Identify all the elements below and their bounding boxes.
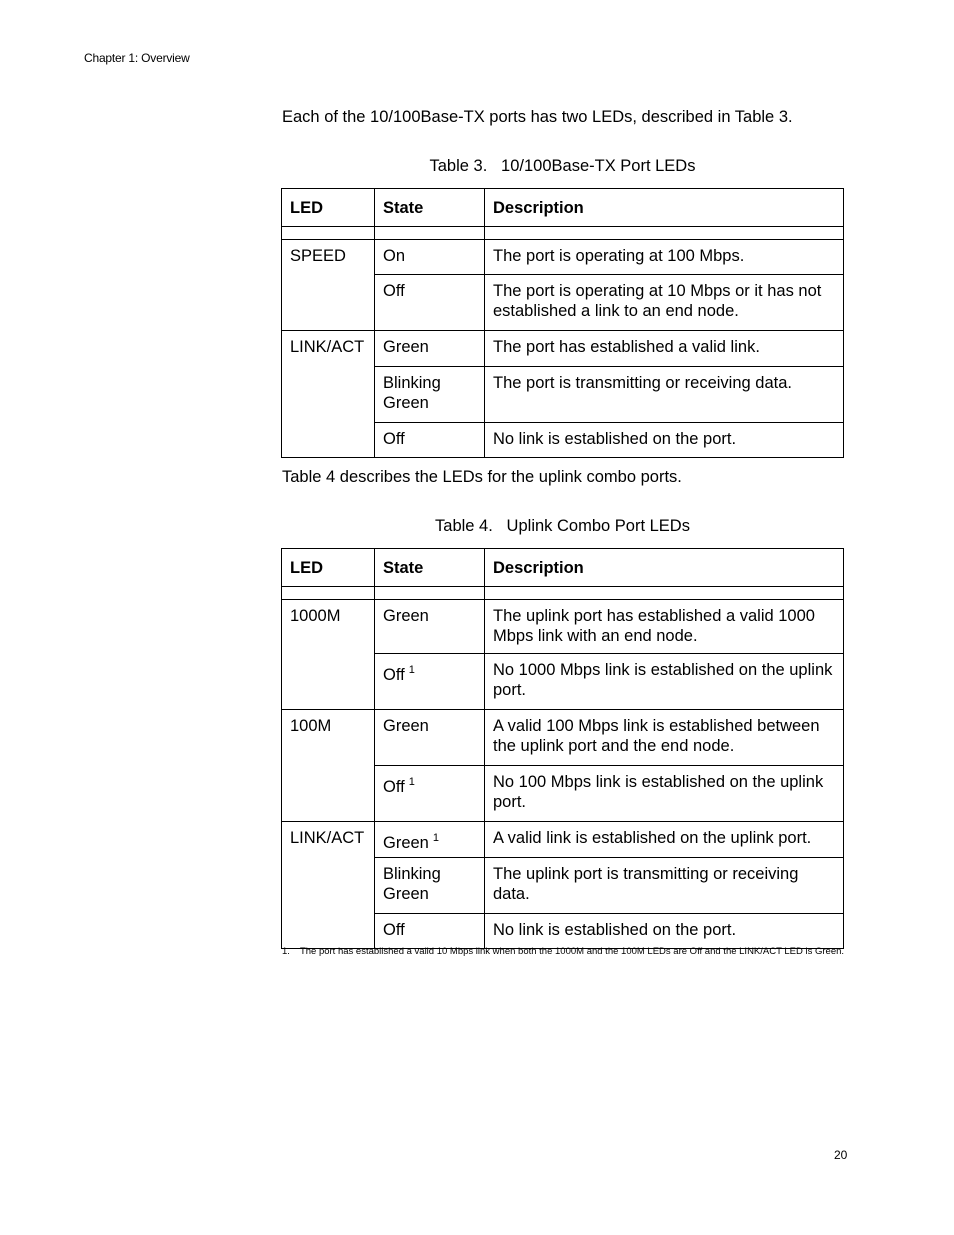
table-row [282, 600, 844, 654]
description-cell: No 100 Mbps link is established on the uplink port. [485, 766, 844, 822]
table-row [282, 710, 844, 766]
state-cell [375, 822, 485, 858]
state-text: Green [383, 607, 429, 625]
state-cell: Green [375, 331, 485, 367]
state-cell: Off [375, 275, 485, 331]
state-cell [375, 766, 485, 822]
table3-header-state: State [375, 189, 485, 227]
state-text: Off [383, 921, 405, 939]
table-footnote [282, 946, 844, 957]
table3 [281, 188, 844, 458]
footnote-marker: 1 [408, 776, 415, 788]
description-cell: The port is operating at 10 Mbps or it has not established a link to an end node. [485, 275, 844, 331]
led-name-cell: LINK/ACT [282, 822, 375, 949]
state-cell [375, 600, 485, 654]
table4 [281, 548, 844, 949]
footnote-text: The port has established a valid 10 Mbps link when both the 1000M and the 100M LEDs are Off and the LINK/ACT LED is Green. [299, 946, 845, 957]
table4-header-row [282, 549, 844, 587]
state-text: Off [383, 778, 405, 796]
state-text: Green [383, 717, 429, 735]
description-cell: The uplink port has established a valid 1000 Mbps link with an end node. [485, 600, 844, 654]
description-cell: No link is established on the port. [485, 423, 844, 458]
description-cell: No link is established on the port. [485, 914, 844, 949]
running-head: Chapter 1: Overview [84, 51, 190, 65]
state-text: Green [383, 834, 429, 852]
led-name-cell: LINK/ACT [282, 331, 375, 458]
footnote-number: 1. [282, 946, 290, 957]
footnote-marker: 1 [432, 832, 439, 844]
table-row [282, 331, 844, 367]
table3-header-row [282, 189, 844, 227]
led-name-cell: 100M [282, 710, 375, 822]
table4-caption: Table 4. Uplink Combo Port LEDs [435, 517, 690, 535]
table4-header-led: LED [282, 549, 375, 587]
table3-header-description: Description [485, 189, 844, 227]
state-cell [375, 914, 485, 949]
description-cell: The port is operating at 100 Mbps. [485, 240, 844, 275]
state-cell [375, 654, 485, 710]
state-cell: On [375, 240, 485, 275]
state-cell [375, 710, 485, 766]
description-cell: The port has established a valid link. [485, 331, 844, 367]
description-cell: A valid link is established on the uplink port. [485, 822, 844, 858]
table-row [282, 822, 844, 858]
table-row [282, 240, 844, 275]
description-cell: The port is transmitting or receiving data. [485, 367, 844, 423]
state-cell [375, 858, 485, 914]
description-cell: A valid 100 Mbps link is established between the uplink port and the end node. [485, 710, 844, 766]
state-cell: Blinking Green [375, 367, 485, 423]
description-cell: The uplink port is transmitting or receiving data. [485, 858, 844, 914]
description-cell: No 1000 Mbps link is established on the uplink port. [485, 654, 844, 710]
state-text: Off [383, 666, 405, 684]
table3-header-led: LED [282, 189, 375, 227]
intro-paragraph-table4: Table 4 describes the LEDs for the uplink combo ports. [282, 468, 682, 486]
intro-paragraph-table3: Each of the 10/100Base-TX ports has two LEDs, described in Table 3. [282, 108, 793, 126]
table3-caption: Table 3. 10/100Base-TX Port LEDs [429, 157, 696, 175]
table4-header-state: State [375, 549, 485, 587]
state-text: Blinking Green [383, 865, 441, 903]
table4-header-description: Description [485, 549, 844, 587]
led-name-cell: 1000M [282, 600, 375, 710]
page-number: 20 [834, 1148, 848, 1162]
state-cell: Off [375, 423, 485, 458]
footnote-marker: 1 [408, 664, 415, 676]
led-name-cell: SPEED [282, 240, 375, 331]
